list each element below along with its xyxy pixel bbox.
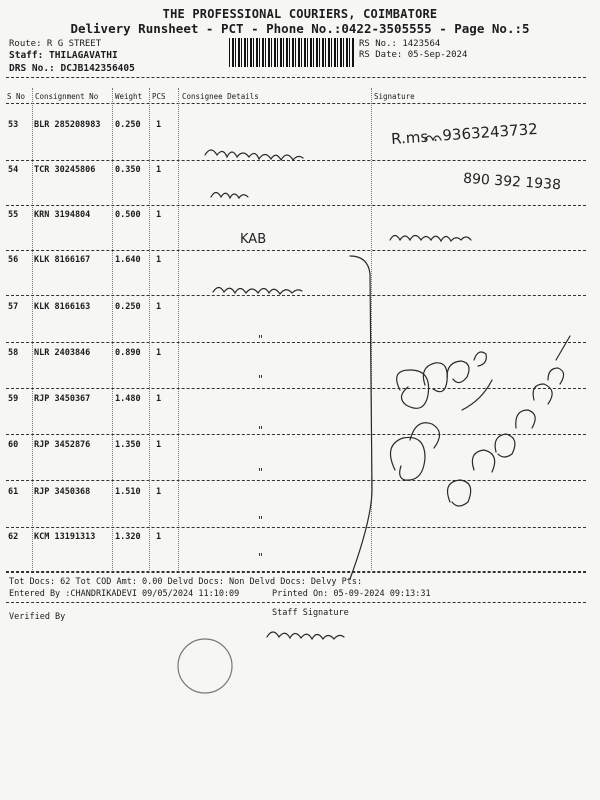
runsheet-title: Delivery Runsheet - PCT - Phone No.:0422-3505555 - Page No.:5 [70,21,530,36]
cell-sno: 57 [8,302,19,312]
ditto-mark: " [258,373,264,386]
cell-weight: 0.890 [115,348,141,358]
cell-consignment: RJP 3452876 [34,440,91,450]
cell-sno: 60 [8,440,19,450]
ditto-mark: " [258,466,264,479]
cell-weight: 0.500 [115,210,141,220]
col-weight: Weight [115,92,143,101]
totals-line: Tot Docs: 62 Tot COD Amt: 0.00 Delvd Docs: Non Delvd Docs: Delvy Pts: [9,577,363,587]
company-title: THE PROFESSIONAL COURIERS, COIMBATORE [162,7,438,21]
cell-weight: 1.350 [115,440,141,450]
cell-sno: 62 [8,532,19,542]
cell-pcs: 1 [156,302,162,312]
staff-signature-label: Staff Signature [272,608,349,618]
cell-pcs: 1 [156,348,162,358]
cell-consignment: KRN 3194804 [34,210,91,220]
divider [6,571,586,572]
cell-pcs: 1 [156,394,162,404]
cell-pcs: 1 [156,210,162,220]
cell-sno: 61 [8,487,19,497]
cell-sno: 56 [8,255,19,265]
cell-weight: 0.250 [115,302,141,312]
ditto-mark: " [258,424,264,437]
cell-consignment: KLK 8166163 [34,302,91,312]
col-pcs: PCS [152,92,166,101]
cell-pcs: 1 [156,487,162,497]
cell-sno: 59 [8,394,19,404]
cell-pcs: 1 [156,120,162,130]
cell-weight: 1.480 [115,394,141,404]
cell-pcs: 1 [156,532,162,542]
cell-weight: 0.350 [115,165,141,175]
col-sno: S No [7,92,26,101]
cell-consignment: RJP 3450367 [34,394,91,404]
route-label: Route: R G STREET [9,39,102,49]
ditto-mark: " [258,551,264,564]
cell-consignment: BLR 285208983 [34,120,101,130]
cell-consignment: NLR 2403846 [34,348,91,358]
cell-consignment: TCR 30245806 [34,165,96,175]
printed-on: Printed On: 05-09-2024 09:13:31 [272,589,431,599]
cell-weight: 1.320 [115,532,141,542]
ditto-mark: " [258,514,264,527]
cell-sno: 54 [8,165,19,175]
cell-weight: 1.510 [115,487,141,497]
cell-consignment: RJP 3450368 [34,487,91,497]
rs-date: RS Date: 05-Sep-2024 [359,50,468,60]
staff-label: Staff: THILAGAVATHI [9,50,118,61]
cell-sno: 53 [8,120,19,130]
col-consignment: Consignment No [35,92,99,101]
cell-sno: 55 [8,210,19,220]
handwritten-name-55: KAB [240,232,267,247]
col-consignee: Consignee Details [182,92,259,101]
cell-pcs: 1 [156,440,162,450]
col-signature: Signature [374,92,415,101]
cell-weight: 1.640 [115,255,141,265]
cell-consignment: KLK 8166167 [34,255,91,265]
cell-pcs: 1 [156,165,162,175]
cell-pcs: 1 [156,255,162,265]
entered-by: Entered By :CHANDRIKADEVI 09/05/2024 11:10:09 [9,589,240,599]
cell-weight: 0.250 [115,120,141,130]
cell-consignment: KCM 13191313 [34,532,96,542]
drs-number: DRS No.: DCJB142356405 [9,63,135,74]
divider [6,602,586,603]
verified-by: Verified By [9,612,66,622]
rs-number: RS No.: 1423564 [359,39,441,49]
ditto-mark: " [258,333,264,346]
cell-sno: 58 [8,348,19,358]
handwritten-phone-54: 890 392 1938 [462,170,562,194]
handwritten-signature-53: R.ms . 9363243732 [390,119,539,149]
